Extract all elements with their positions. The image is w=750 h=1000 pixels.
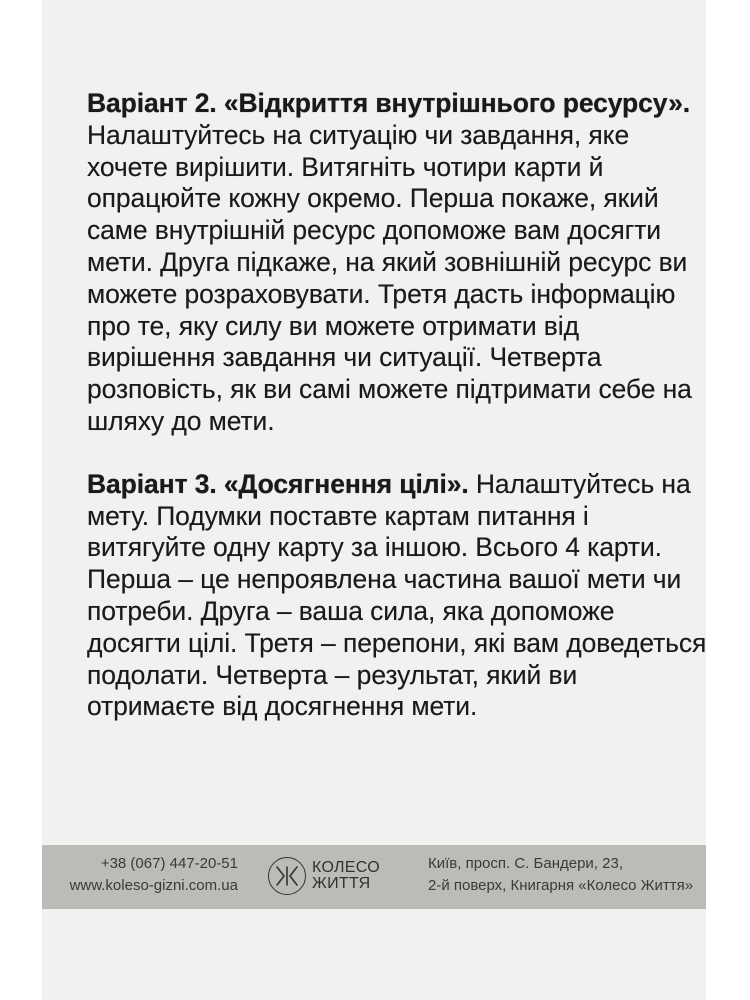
variant-3-body: Налаштуйтесь на мету. Подумки поставте картам питання і витягуйте одну карту за іншою. Всього 4 карти. Перша – це непроявлена частина вашої мети чи потреби. Друга – ваша сила, яка допоможе досягти цілі. Третя – перепони, які вам доведеться подолати. Четверта – результат, який ви отримаєте від досягнення мети. [87, 468, 707, 722]
store-address [428, 853, 693, 897]
variant-2-body: Налаштуйтесь на ситуацію чи завдання, яке хочете вирішити. Витягніть чотири карти й опрацюйте кожну окремо. Перша покаже, який саме внутрішній ресурс допоможе вам досягти мети. Друга підкаже, на який зовнішній ресурс ви можете розраховувати. Третя дасть інформацію про те, яку силу ви можете отримати від вирішення завдання чи ситуації. Четверта розповість, як ви самі можете підтримати себе на шляху до мети. [87, 119, 692, 436]
variant-3-paragraph [87, 469, 707, 723]
koleso-zhyttia-logo-icon [268, 857, 306, 895]
address-line-2: 2-й поверх, Книгарня «Колесо Життя» [428, 877, 694, 894]
logo-wordmark [312, 860, 380, 892]
logo-line-2: ЖИТТЯ [312, 875, 371, 892]
variant-2-paragraph [87, 88, 707, 438]
website-link[interactable]: www.koleso-gizni.com.ua [69, 877, 238, 894]
variant-2-title: Варіант 2. «Відкриття внутрішнього ресурсу». [87, 88, 690, 118]
phone-number: +38 (067) 447-20-51 [100, 855, 238, 872]
koleso-zhyttia-logo [268, 852, 380, 900]
instructions-text [87, 88, 707, 723]
footer-contacts [70, 853, 238, 897]
footer-bar [42, 845, 706, 909]
logo-line-1: КОЛЕСО [312, 859, 381, 876]
logo-mark-glyph-icon [274, 865, 300, 887]
address-line-1: Київ, просп. С. Бандери, 23, [428, 855, 623, 872]
variant-3-title: Варіант 3. «Досягнення цілі». [87, 468, 469, 499]
